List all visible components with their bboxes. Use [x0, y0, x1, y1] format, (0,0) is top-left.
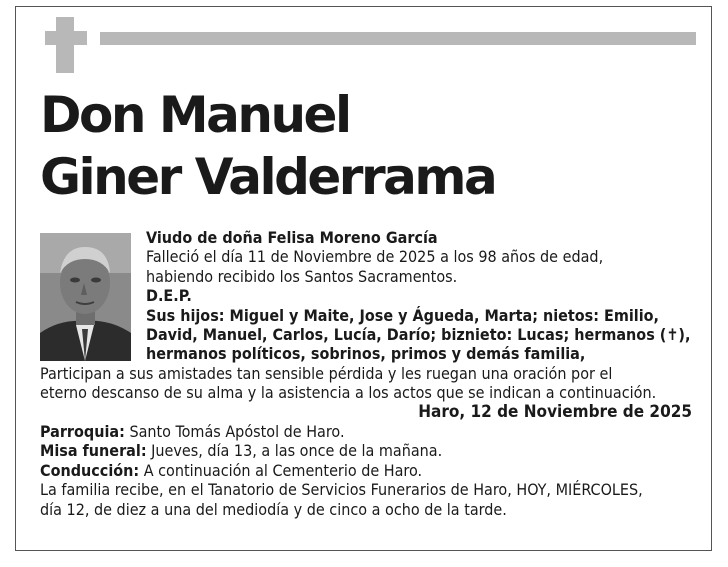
announcement-line-1: Participan a sus amistades tan sensible pérdida y les ruegan una oración por el: [40, 363, 613, 383]
conduction-line: [40, 461, 692, 480]
announcement-line-2: eterno descanso de su alma y la asistencia a los actos que se indican a continuación.: [40, 383, 657, 403]
deceased-name: [40, 84, 495, 208]
death-line-2: habiendo recibido los Santos Sacramentos.: [146, 266, 458, 286]
obituary-body: [40, 228, 692, 519]
parish-value: Santo Tomás Apóstol de Haro.: [124, 422, 345, 442]
mass-line: [40, 441, 692, 460]
conduction-label: Conducción:: [40, 460, 140, 480]
parish-label: Parroquia:: [40, 422, 125, 442]
wake-line-2: día 12, de diez a una del mediodía y de cinco a ocho de la tarde.: [40, 499, 507, 519]
wake-line-1: La familia recibe, en el Tanatorio de Servicios Funerarios de Haro, HOY, MIÉRCOLES,: [40, 480, 643, 500]
death-line-1: Falleció el día 11 de Noviembre de 2025 a los 98 años de edad,: [146, 247, 604, 267]
widower-line: Viudo de doña Felisa Moreno García: [146, 228, 438, 247]
family-line-1: Sus hijos: Miguel y Maite, Jose y Águeda, Marta; nietos: Emilio,: [146, 305, 659, 325]
conduction-value: A continuación al Cementerio de Haro.: [139, 460, 423, 480]
mass-value: Jueves, día 13, a las once de la mañana.: [146, 441, 443, 461]
mass-label: Misa funeral:: [40, 441, 147, 461]
family-line-3: hermanos políticos, sobrinos, primos y demás familia,: [146, 344, 586, 364]
cross-icon: [56, 17, 74, 73]
parish-line: [40, 422, 692, 441]
header-rule: [100, 32, 696, 45]
name-line-2: Giner Valderrama: [40, 148, 496, 206]
dep-line: D.E.P.: [146, 286, 192, 306]
dateline: Haro, 12 de Noviembre de 2025: [418, 401, 692, 422]
cross-icon-bar: [45, 31, 87, 45]
family-line-2: David, Manuel, Carlos, Lucía, Darío; biznieto: Lucas; hermanos (✝),: [146, 325, 691, 345]
name-line-1: Don Manuel: [40, 86, 350, 144]
